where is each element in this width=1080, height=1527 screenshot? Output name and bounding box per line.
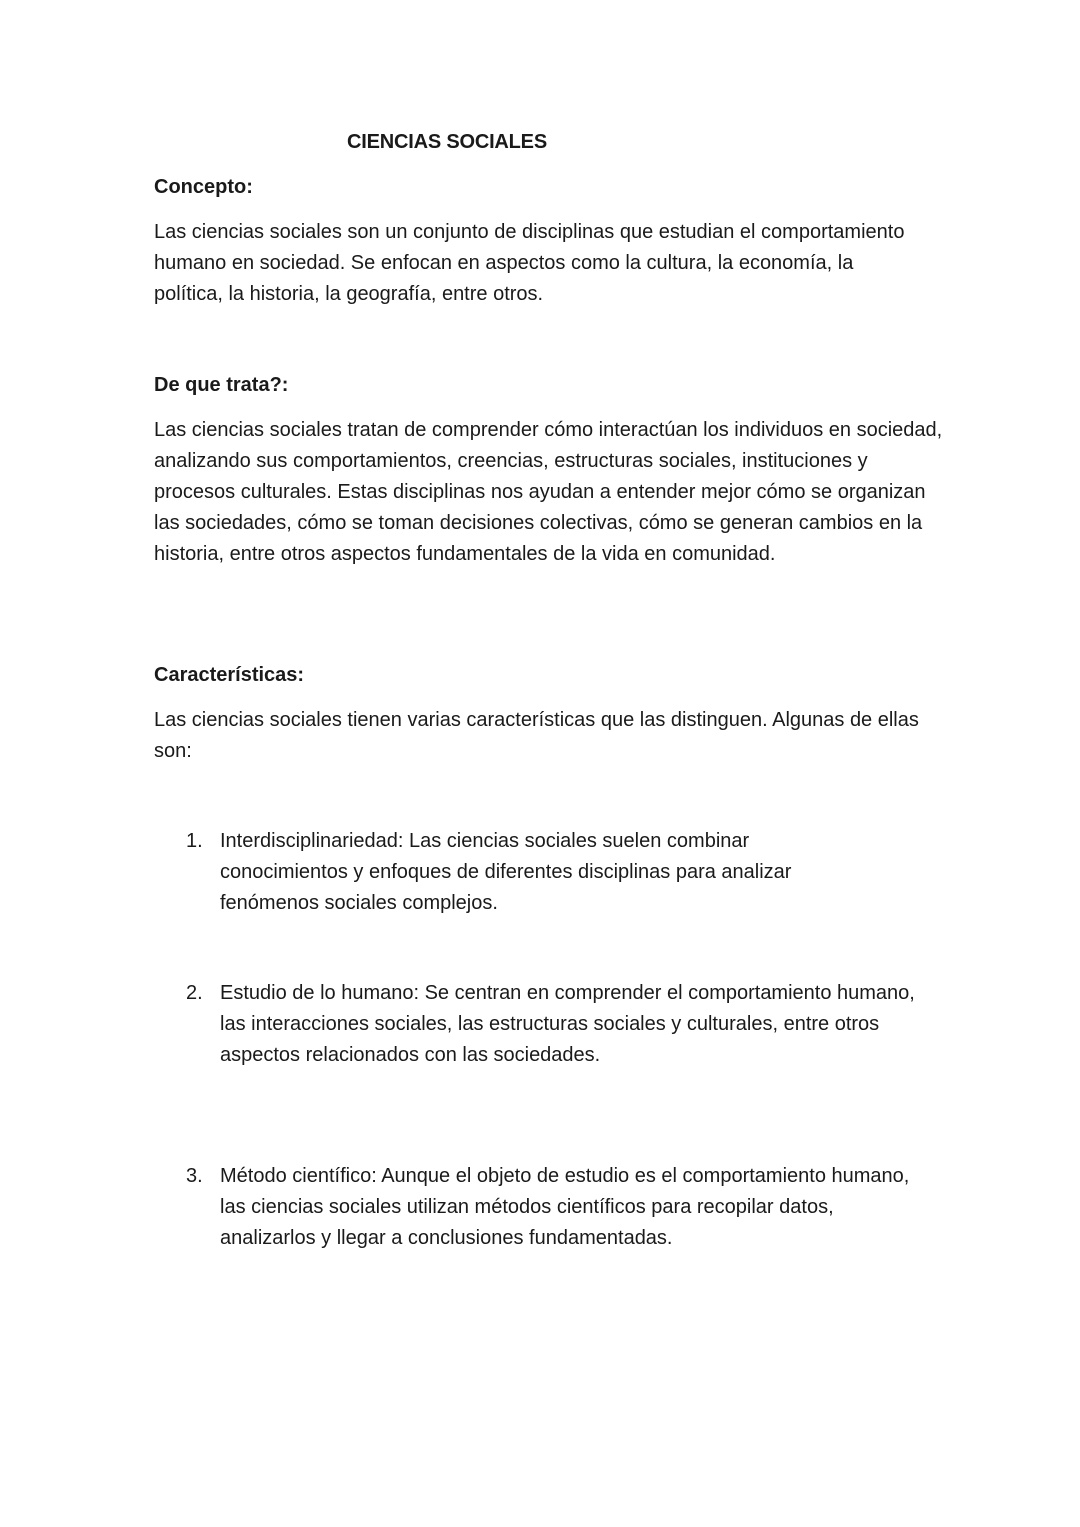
heading-caracteristicas: Características:: [154, 664, 305, 686]
list-item-text: Estudio de lo humano: Se centran en comprender el comportamiento humano, las interacciones sociales, las estructuras sociales y culturales, entre otros aspectos relacionados con las sociedades.: [220, 982, 915, 1066]
paragraph-caracteristicas: Las ciencias sociales tienen varias características que las distinguen. Algunas de ellas son:: [154, 709, 919, 762]
heading-de-que-trata: De que trata?:: [154, 374, 289, 396]
document-title: CIENCIAS SOCIALES: [347, 131, 547, 153]
list-number: 3.: [186, 1165, 203, 1187]
paragraph-concepto: Las ciencias sociales son un conjunto de disciplinas que estudian el comportamiento humano en sociedad. Se enfocan en aspectos como la cultura, la economía, la política, la historia, la geografía, entre otros.: [154, 221, 905, 305]
list-item-text: Interdisciplinariedad: Las ciencias sociales suelen combinar conocimientos y enfoques de diferentes disciplinas para analizar fenómenos sociales complejos.: [220, 830, 792, 914]
list-item-1: [186, 826, 846, 919]
list-number: 2.: [186, 982, 203, 1004]
list-item-text: Método científico: Aunque el objeto de estudio es el comportamiento humano, las ciencias sociales utilizan métodos científicos para recopilar datos, analizarlos y llegar a conclusiones fundamentadas.: [220, 1165, 910, 1249]
heading-concepto: Concepto:: [154, 176, 253, 198]
list-item-2: [186, 978, 916, 1071]
list-number: 1.: [186, 830, 203, 852]
paragraph-de-que-trata: Las ciencias sociales tratan de comprender cómo interactúan los individuos en sociedad, analizando sus comportamientos, creencias, estructuras sociales, instituciones y procesos culturales. Estas disciplinas nos ayudan a entender mejor cómo se organizan las sociedades, cómo se toman decisiones colectivas, cómo se generan cambios en la historia, entre otros aspectos fundamentales de la vida en comunidad.: [154, 419, 943, 565]
list-item-3: [186, 1161, 916, 1254]
